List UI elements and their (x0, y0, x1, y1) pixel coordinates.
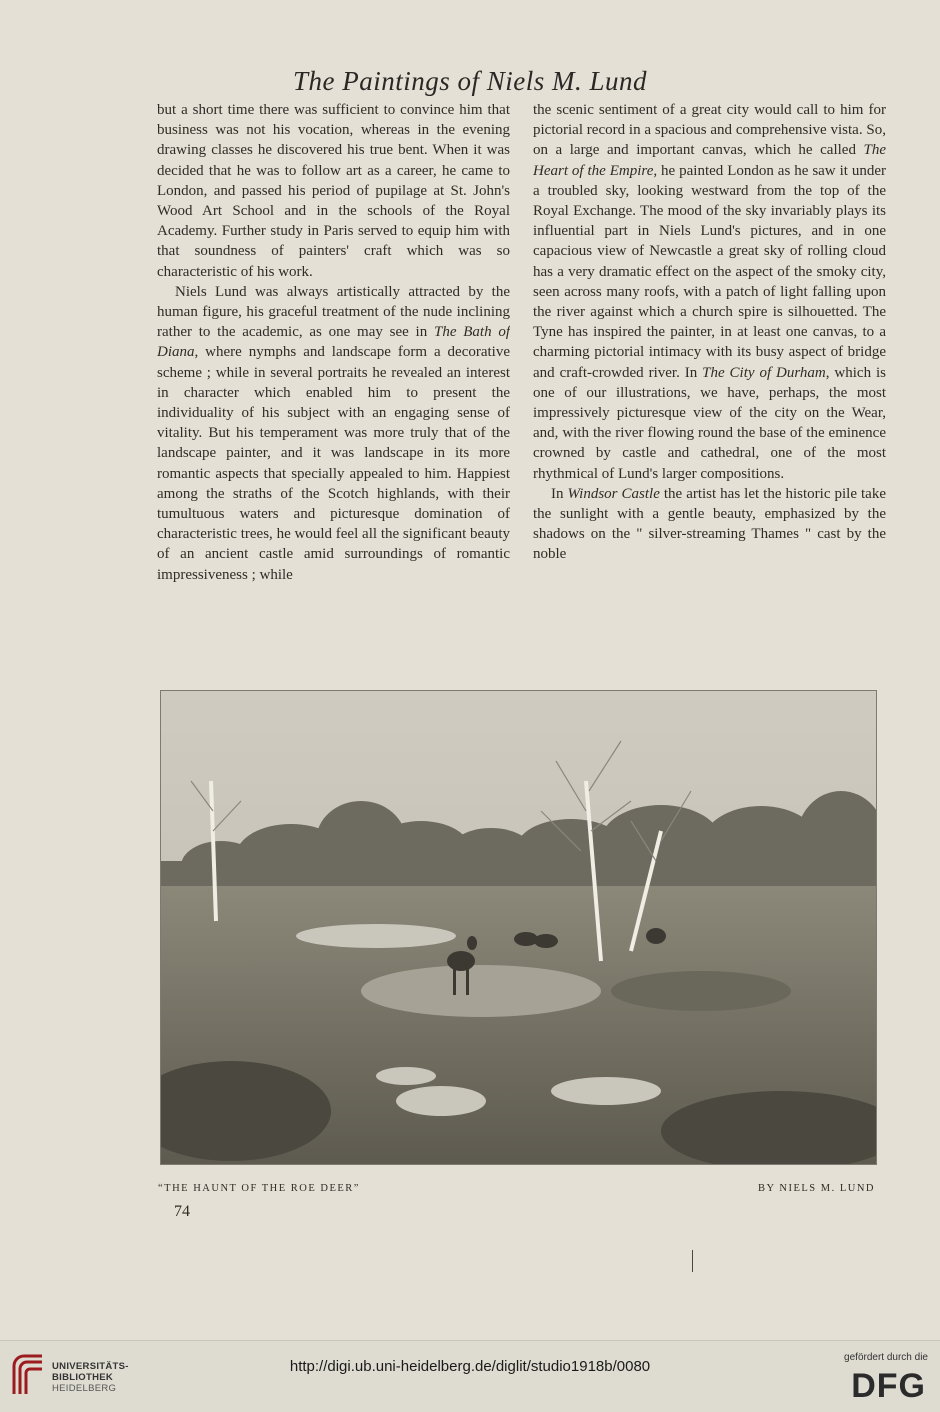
running-title: The Paintings of Niels M. Lund (292, 66, 648, 96)
paragraph: In Windsor Castle the artist has let the historic pile take the sunlight with a gentle beauty, emphasized by the shadows on the " silver-streaming Thames " cast by the noble (533, 485, 886, 563)
figure-caption-title: “THE HAUNT OF THE ROE DEER” (158, 1183, 360, 1194)
dfg-logo: DFG (851, 1367, 926, 1405)
painting-illustration (160, 690, 877, 1165)
funder-label: gefördert durch die (844, 1352, 928, 1363)
library-name: UNIVERSITÄTS- BIBLIOTHEK HEIDELBERG (52, 1361, 129, 1394)
text-column-right (533, 100, 886, 670)
roe-deer-landscape-image (161, 691, 876, 1164)
permalink-url[interactable]: http://digi.ub.uni-heidelberg.de/diglit/studio1918b/0080 (289, 1358, 651, 1375)
paragraph: the scenic sentiment of a great city would call to him for pictorial record in a spacious and comprehensive vista. So, on a large and important canvas, which he called The Heart of the Empire, he painted London as he saw it under a troubled sky, looking westward from the top of the Royal Exchange. The mood of the sky invariably plays its influential part in Niels Lund's pictures, and in one capacious view of Newcastle a great sky of rolling cloud has a very dramatic effect on the aspect of the smoky city, seen across many roofs, with a patch of light falling upon the river against which a church spire is silhouetted. The Tyne has inspired the painter, in at least one canvas, to a charming pictorial intimacy with its busy aspect of bridge and craft-crowded river. In The City of Durham, which is one of our illustrations, we have, perhaps, the most impressively picturesque view of the city on the Wear, and, with the river flowing round the base of the eminence crowned by castle and cathedral, one of the most rhythmical of Lund's larger compositions. (533, 102, 886, 482)
paragraph: Niels Lund was always artistically attracted by the human figure, his graceful treatment of the nude inclining rather to the academic, as one may see in The Bath of Diana, where nymphs and landscape form a decorative scheme ; while in several portraits he revealed an interest in character which enabled him to present the individuality of his subject with an engaging sense of vitality. But his temperament was more truly that of the landscape painter, and it was landscape in its more romantic aspects that specially appealed to him. Happiest among the straths of the Scotch highlands, with their tumultuous waters and picturesque domination of characteristic trees, he would feel all the significant beauty of an ancient castle amid surroundings of romantic impressiveness ; while (157, 283, 510, 583)
scan-mark (692, 1250, 693, 1272)
digitization-footer (0, 1340, 940, 1412)
text-column-left (157, 100, 510, 670)
figure-caption-credit: BY NIELS M. LUND (758, 1183, 875, 1194)
paragraph: but a short time there was sufficient to convince him that business was not his vocation, whereas in the evening drawing classes he discovered his true bent. When it was decided that he was to follow art as a career, he came to London, and passed his period of pupilage at St. John's Wood Art School and in the schools of the Royal Academy. Further study in Paris served to equip him with that soundness of painters' craft which was so characteristic of his work. (157, 102, 510, 280)
page-number: 74 (174, 1203, 190, 1220)
